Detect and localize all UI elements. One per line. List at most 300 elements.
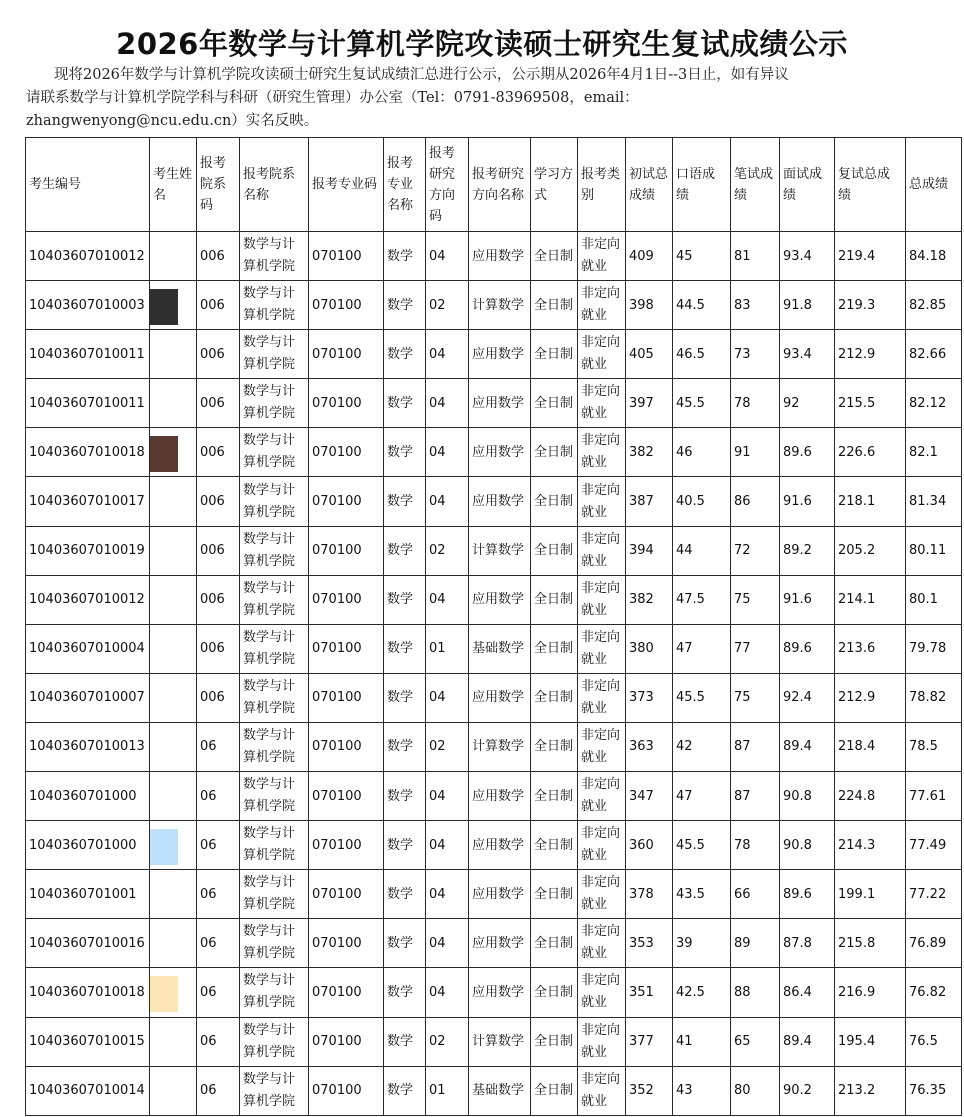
table-row [26, 821, 962, 870]
cell-major-code: 070100 [309, 477, 384, 526]
cell-written-score: 87 [731, 772, 780, 821]
cell-oral-score: 45.5 [673, 673, 731, 722]
cell-interview-score: 92.4 [780, 673, 835, 722]
cell-candidate-name [150, 1066, 197, 1115]
cell-dept-code: 06 [197, 919, 240, 968]
cell-candidate-name [150, 1017, 197, 1066]
cell-oral-score: 39 [673, 919, 731, 968]
cell-candidate-id: 10403607010018 [26, 968, 150, 1017]
cell-candidate-name [150, 232, 197, 281]
cell-candidate-name [150, 772, 197, 821]
cell-total-score: 80.11 [906, 526, 962, 575]
cell-interview-score: 86.4 [780, 968, 835, 1017]
cell-retest-score: 205.2 [835, 526, 906, 575]
cell-initial-score: 360 [626, 821, 673, 870]
cell-total-score: 76.35 [906, 1066, 962, 1115]
cell-interview-score: 90.8 [780, 821, 835, 870]
cell-total-score: 84.18 [906, 232, 962, 281]
cell-initial-score: 377 [626, 1017, 673, 1066]
table-row [26, 1017, 962, 1066]
cell-total-score: 78.82 [906, 673, 962, 722]
cell-major: 数学 [384, 772, 426, 821]
cell-retest-score: 226.6 [835, 428, 906, 477]
cell-retest-score: 216.9 [835, 968, 906, 1017]
cell-initial-score: 352 [626, 1066, 673, 1115]
cell-dept-name: 数学与计算机学院 [240, 968, 309, 1017]
table-row [26, 330, 962, 379]
cell-dir-code: 04 [426, 821, 469, 870]
cell-dir-code: 01 [426, 1066, 469, 1115]
cell-candidate-id: 10403607010018 [26, 428, 150, 477]
cell-dir-code: 04 [426, 968, 469, 1017]
cell-major: 数学 [384, 575, 426, 624]
col-header-retest: 复试总成绩 [835, 138, 906, 232]
cell-initial-score: 353 [626, 919, 673, 968]
col-header-name: 考生姓名 [150, 138, 197, 232]
cell-oral-score: 43 [673, 1066, 731, 1115]
cell-candidate-id: 10403607010007 [26, 673, 150, 722]
cell-candidate-name [150, 281, 197, 330]
cell-initial-score: 378 [626, 870, 673, 919]
cell-candidate-id: 10403607010004 [26, 624, 150, 673]
cell-dept-name: 数学与计算机学院 [240, 722, 309, 771]
cell-initial-score: 351 [626, 968, 673, 1017]
cell-retest-score: 199.1 [835, 870, 906, 919]
cell-dir-name: 应用数学 [469, 870, 531, 919]
cell-written-score: 86 [731, 477, 780, 526]
cell-total-score: 82.12 [906, 379, 962, 428]
col-header-mode: 学习方式 [531, 138, 578, 232]
cell-oral-score: 46.5 [673, 330, 731, 379]
cell-retest-score: 219.4 [835, 232, 906, 281]
cell-oral-score: 44.5 [673, 281, 731, 330]
cell-dept-code: 006 [197, 281, 240, 330]
table-row [26, 919, 962, 968]
cell-interview-score: 89.6 [780, 428, 835, 477]
cell-mode: 全日制 [531, 232, 578, 281]
cell-written-score: 78 [731, 379, 780, 428]
cell-candidate-id: 10403607010019 [26, 526, 150, 575]
table-header-row [26, 138, 962, 232]
cell-major: 数学 [384, 428, 426, 477]
cell-written-score: 87 [731, 722, 780, 771]
cell-oral-score: 45.5 [673, 821, 731, 870]
cell-candidate-id: 10403607010012 [26, 232, 150, 281]
cell-oral-score: 41 [673, 1017, 731, 1066]
cell-dir-code: 04 [426, 477, 469, 526]
cell-category: 非定向就业 [578, 526, 626, 575]
cell-dir-name: 应用数学 [469, 821, 531, 870]
scores-table [25, 137, 962, 1116]
cell-mode: 全日制 [531, 526, 578, 575]
cell-oral-score: 42.5 [673, 968, 731, 1017]
cell-oral-score: 44 [673, 526, 731, 575]
cell-mode: 全日制 [531, 330, 578, 379]
cell-category: 非定向就业 [578, 281, 626, 330]
cell-major-code: 070100 [309, 1017, 384, 1066]
cell-category: 非定向就业 [578, 624, 626, 673]
cell-major: 数学 [384, 526, 426, 575]
cell-dept-code: 006 [197, 624, 240, 673]
cell-dir-code: 04 [426, 379, 469, 428]
cell-candidate-name [150, 870, 197, 919]
cell-major: 数学 [384, 477, 426, 526]
cell-candidate-name [150, 428, 197, 477]
cell-candidate-id: 10403607010017 [26, 477, 150, 526]
cell-interview-score: 89.2 [780, 526, 835, 575]
cell-retest-score: 218.1 [835, 477, 906, 526]
cell-initial-score: 382 [626, 575, 673, 624]
cell-candidate-name [150, 477, 197, 526]
cell-interview-score: 90.2 [780, 1066, 835, 1115]
cell-category: 非定向就业 [578, 330, 626, 379]
cell-retest-score: 214.3 [835, 821, 906, 870]
cell-dir-code: 04 [426, 428, 469, 477]
cell-mode: 全日制 [531, 428, 578, 477]
cell-major: 数学 [384, 232, 426, 281]
cell-dept-code: 006 [197, 673, 240, 722]
cell-dept-code: 06 [197, 968, 240, 1017]
cell-major-code: 070100 [309, 870, 384, 919]
cell-retest-score: 195.4 [835, 1017, 906, 1066]
cell-mode: 全日制 [531, 477, 578, 526]
cell-dir-code: 04 [426, 673, 469, 722]
table-row [26, 526, 962, 575]
cell-dept-name: 数学与计算机学院 [240, 821, 309, 870]
cell-category: 非定向就业 [578, 722, 626, 771]
page-title: 2026年数学与计算机学院攻读硕士研究生复试成绩公示 [116, 27, 848, 61]
cell-major: 数学 [384, 1066, 426, 1115]
col-header-id: 考生编号 [26, 138, 150, 232]
cell-major-code: 070100 [309, 575, 384, 624]
cell-dept-name: 数学与计算机学院 [240, 870, 309, 919]
cell-retest-score: 218.4 [835, 722, 906, 771]
cell-total-score: 76.89 [906, 919, 962, 968]
cell-mode: 全日制 [531, 722, 578, 771]
cell-candidate-id: 10403607010015 [26, 1017, 150, 1066]
cell-total-score: 77.61 [906, 772, 962, 821]
cell-candidate-name [150, 919, 197, 968]
cell-candidate-id: 10403607010011 [26, 330, 150, 379]
cell-mode: 全日制 [531, 870, 578, 919]
cell-dept-name: 数学与计算机学院 [240, 232, 309, 281]
col-header-dir-name: 报考研究方向名称 [469, 138, 531, 232]
cell-dept-code: 006 [197, 232, 240, 281]
cell-interview-score: 93.4 [780, 232, 835, 281]
cell-category: 非定向就业 [578, 232, 626, 281]
cell-candidate-name [150, 624, 197, 673]
cell-dir-name: 基础数学 [469, 1066, 531, 1115]
cell-initial-score: 394 [626, 526, 673, 575]
cell-major-code: 070100 [309, 428, 384, 477]
cell-initial-score: 363 [626, 722, 673, 771]
col-header-oral: 口语成绩 [673, 138, 731, 232]
cell-interview-score: 91.6 [780, 575, 835, 624]
cell-dir-code: 04 [426, 330, 469, 379]
cell-dept-name: 数学与计算机学院 [240, 575, 309, 624]
cell-total-score: 78.5 [906, 722, 962, 771]
cell-category: 非定向就业 [578, 821, 626, 870]
cell-interview-score: 89.6 [780, 870, 835, 919]
cell-dept-name: 数学与计算机学院 [240, 624, 309, 673]
cell-major: 数学 [384, 919, 426, 968]
cell-dir-name: 计算数学 [469, 722, 531, 771]
cell-total-score: 79.78 [906, 624, 962, 673]
cell-dept-name: 数学与计算机学院 [240, 330, 309, 379]
cell-candidate-name [150, 722, 197, 771]
cell-written-score: 88 [731, 968, 780, 1017]
notice-line-2: 请联系数学与计算机学院学科与科研（研究生管理）办公室（Tel：0791-83969508，email： [26, 90, 639, 106]
cell-candidate-id: 10403607010016 [26, 919, 150, 968]
cell-mode: 全日制 [531, 1066, 578, 1115]
cell-mode: 全日制 [531, 1017, 578, 1066]
cell-category: 非定向就业 [578, 477, 626, 526]
cell-category: 非定向就业 [578, 772, 626, 821]
cell-dept-code: 006 [197, 428, 240, 477]
cell-dept-name: 数学与计算机学院 [240, 281, 309, 330]
cell-interview-score: 89.4 [780, 1017, 835, 1066]
cell-category: 非定向就业 [578, 673, 626, 722]
table-row [26, 673, 962, 722]
cell-major: 数学 [384, 379, 426, 428]
cell-dept-name: 数学与计算机学院 [240, 477, 309, 526]
cell-major-code: 070100 [309, 281, 384, 330]
table-row [26, 428, 962, 477]
cell-major-code: 070100 [309, 772, 384, 821]
cell-retest-score: 215.8 [835, 919, 906, 968]
cell-total-score: 82.1 [906, 428, 962, 477]
cell-mode: 全日制 [531, 821, 578, 870]
cell-dir-code: 04 [426, 232, 469, 281]
cell-dir-name: 应用数学 [469, 428, 531, 477]
cell-initial-score: 347 [626, 772, 673, 821]
cell-dir-name: 应用数学 [469, 919, 531, 968]
cell-interview-score: 91.8 [780, 281, 835, 330]
cell-candidate-name [150, 379, 197, 428]
cell-category: 非定向就业 [578, 919, 626, 968]
cell-dept-code: 06 [197, 1066, 240, 1115]
cell-interview-score: 92 [780, 379, 835, 428]
cell-oral-score: 47 [673, 772, 731, 821]
cell-interview-score: 93.4 [780, 330, 835, 379]
cell-interview-score: 90.8 [780, 772, 835, 821]
cell-dept-code: 06 [197, 821, 240, 870]
cell-retest-score: 215.5 [835, 379, 906, 428]
cell-written-score: 81 [731, 232, 780, 281]
cell-dir-name: 应用数学 [469, 772, 531, 821]
cell-candidate-id: 10403607010013 [26, 722, 150, 771]
cell-mode: 全日制 [531, 772, 578, 821]
cell-dir-name: 计算数学 [469, 281, 531, 330]
cell-oral-score: 42 [673, 722, 731, 771]
cell-dept-code: 06 [197, 772, 240, 821]
cell-dir-code: 01 [426, 624, 469, 673]
table-row [26, 968, 962, 1017]
cell-major-code: 070100 [309, 1066, 384, 1115]
cell-candidate-id: 1040360701000 [26, 821, 150, 870]
table-row [26, 624, 962, 673]
table-row [26, 575, 962, 624]
cell-category: 非定向就业 [578, 428, 626, 477]
table-row [26, 477, 962, 526]
table-row [26, 772, 962, 821]
redaction-block [150, 976, 179, 1012]
col-header-total: 总成绩 [906, 138, 962, 232]
cell-retest-score: 214.1 [835, 575, 906, 624]
cell-dir-name: 计算数学 [469, 526, 531, 575]
cell-dept-name: 数学与计算机学院 [240, 673, 309, 722]
cell-initial-score: 387 [626, 477, 673, 526]
cell-candidate-id: 10403607010003 [26, 281, 150, 330]
cell-dir-code: 04 [426, 772, 469, 821]
cell-written-score: 78 [731, 821, 780, 870]
cell-dir-name: 基础数学 [469, 624, 531, 673]
cell-category: 非定向就业 [578, 1066, 626, 1115]
cell-retest-score: 212.9 [835, 330, 906, 379]
col-header-dept-name: 报考院系名称 [240, 138, 309, 232]
cell-dept-code: 006 [197, 330, 240, 379]
cell-dir-name: 应用数学 [469, 673, 531, 722]
cell-dept-code: 006 [197, 575, 240, 624]
cell-major-code: 070100 [309, 232, 384, 281]
cell-dir-code: 04 [426, 870, 469, 919]
cell-candidate-name [150, 330, 197, 379]
cell-dept-code: 006 [197, 477, 240, 526]
cell-dept-name: 数学与计算机学院 [240, 379, 309, 428]
cell-dir-code: 04 [426, 919, 469, 968]
cell-category: 非定向就业 [578, 968, 626, 1017]
cell-mode: 全日制 [531, 624, 578, 673]
col-header-dir-code: 报考研究方向码 [426, 138, 469, 232]
cell-category: 非定向就业 [578, 575, 626, 624]
notice-line-3: zhangwenyong@ncu.edu.cn）实名反映。 [26, 113, 319, 129]
cell-written-score: 75 [731, 673, 780, 722]
redaction-block [150, 436, 179, 472]
cell-total-score: 77.22 [906, 870, 962, 919]
cell-major-code: 070100 [309, 821, 384, 870]
cell-dir-name: 计算数学 [469, 1017, 531, 1066]
cell-dir-name: 应用数学 [469, 575, 531, 624]
cell-written-score: 77 [731, 624, 780, 673]
cell-mode: 全日制 [531, 673, 578, 722]
cell-major: 数学 [384, 821, 426, 870]
cell-dept-name: 数学与计算机学院 [240, 919, 309, 968]
cell-major-code: 070100 [309, 624, 384, 673]
table-row [26, 232, 962, 281]
table-row [26, 722, 962, 771]
cell-interview-score: 87.8 [780, 919, 835, 968]
cell-dept-name: 数学与计算机学院 [240, 428, 309, 477]
table-row [26, 1066, 962, 1115]
cell-major-code: 070100 [309, 673, 384, 722]
cell-category: 非定向就业 [578, 379, 626, 428]
cell-dept-name: 数学与计算机学院 [240, 1066, 309, 1115]
cell-dept-name: 数学与计算机学院 [240, 526, 309, 575]
cell-major-code: 070100 [309, 330, 384, 379]
cell-candidate-name [150, 821, 197, 870]
cell-retest-score: 224.8 [835, 772, 906, 821]
table-row [26, 281, 962, 330]
cell-initial-score: 405 [626, 330, 673, 379]
cell-candidate-id: 1040360701000 [26, 772, 150, 821]
col-header-major-code: 报考专业码 [309, 138, 384, 232]
cell-candidate-id: 1040360701001 [26, 870, 150, 919]
cell-candidate-id: 10403607010012 [26, 575, 150, 624]
cell-mode: 全日制 [531, 379, 578, 428]
cell-mode: 全日制 [531, 919, 578, 968]
cell-major: 数学 [384, 968, 426, 1017]
cell-dept-code: 06 [197, 870, 240, 919]
col-header-initial: 初试总成绩 [626, 138, 673, 232]
cell-total-score: 82.85 [906, 281, 962, 330]
cell-initial-score: 397 [626, 379, 673, 428]
cell-written-score: 72 [731, 526, 780, 575]
cell-major-code: 070100 [309, 919, 384, 968]
cell-oral-score: 43.5 [673, 870, 731, 919]
cell-mode: 全日制 [531, 575, 578, 624]
cell-written-score: 75 [731, 575, 780, 624]
cell-dir-name: 应用数学 [469, 968, 531, 1017]
cell-interview-score: 91.6 [780, 477, 835, 526]
cell-major-code: 070100 [309, 722, 384, 771]
cell-written-score: 91 [731, 428, 780, 477]
cell-major: 数学 [384, 870, 426, 919]
cell-written-score: 83 [731, 281, 780, 330]
cell-dir-name: 应用数学 [469, 477, 531, 526]
cell-candidate-name [150, 526, 197, 575]
cell-retest-score: 213.6 [835, 624, 906, 673]
cell-dept-code: 006 [197, 379, 240, 428]
cell-candidate-name [150, 673, 197, 722]
cell-total-score: 77.49 [906, 821, 962, 870]
cell-dept-name: 数学与计算机学院 [240, 772, 309, 821]
cell-oral-score: 46 [673, 428, 731, 477]
table-row [26, 379, 962, 428]
cell-total-score: 76.82 [906, 968, 962, 1017]
col-header-written: 笔试成绩 [731, 138, 780, 232]
cell-candidate-name [150, 968, 197, 1017]
cell-interview-score: 89.6 [780, 624, 835, 673]
cell-oral-score: 45 [673, 232, 731, 281]
cell-category: 非定向就业 [578, 1017, 626, 1066]
col-header-interview: 面试成绩 [780, 138, 835, 232]
cell-category: 非定向就业 [578, 870, 626, 919]
cell-initial-score: 409 [626, 232, 673, 281]
cell-major: 数学 [384, 673, 426, 722]
cell-major: 数学 [384, 624, 426, 673]
cell-dept-code: 06 [197, 1017, 240, 1066]
cell-dir-code: 02 [426, 526, 469, 575]
cell-dept-name: 数学与计算机学院 [240, 1017, 309, 1066]
cell-initial-score: 382 [626, 428, 673, 477]
cell-major: 数学 [384, 722, 426, 771]
cell-written-score: 73 [731, 330, 780, 379]
cell-total-score: 81.34 [906, 477, 962, 526]
cell-major: 数学 [384, 330, 426, 379]
cell-mode: 全日制 [531, 968, 578, 1017]
cell-dir-name: 应用数学 [469, 330, 531, 379]
cell-mode: 全日制 [531, 281, 578, 330]
cell-dir-code: 02 [426, 722, 469, 771]
col-header-category: 报考类别 [578, 138, 626, 232]
cell-major-code: 070100 [309, 968, 384, 1017]
cell-total-score: 82.66 [906, 330, 962, 379]
cell-major-code: 070100 [309, 526, 384, 575]
cell-dir-code: 02 [426, 281, 469, 330]
table-row [26, 870, 962, 919]
cell-retest-score: 212.9 [835, 673, 906, 722]
notice-line-1: 现将2026年数学与计算机学院攻读硕士研究生复试成绩汇总进行公示，公示期从2026年4月1日--3日止，如有异议 [54, 67, 789, 83]
